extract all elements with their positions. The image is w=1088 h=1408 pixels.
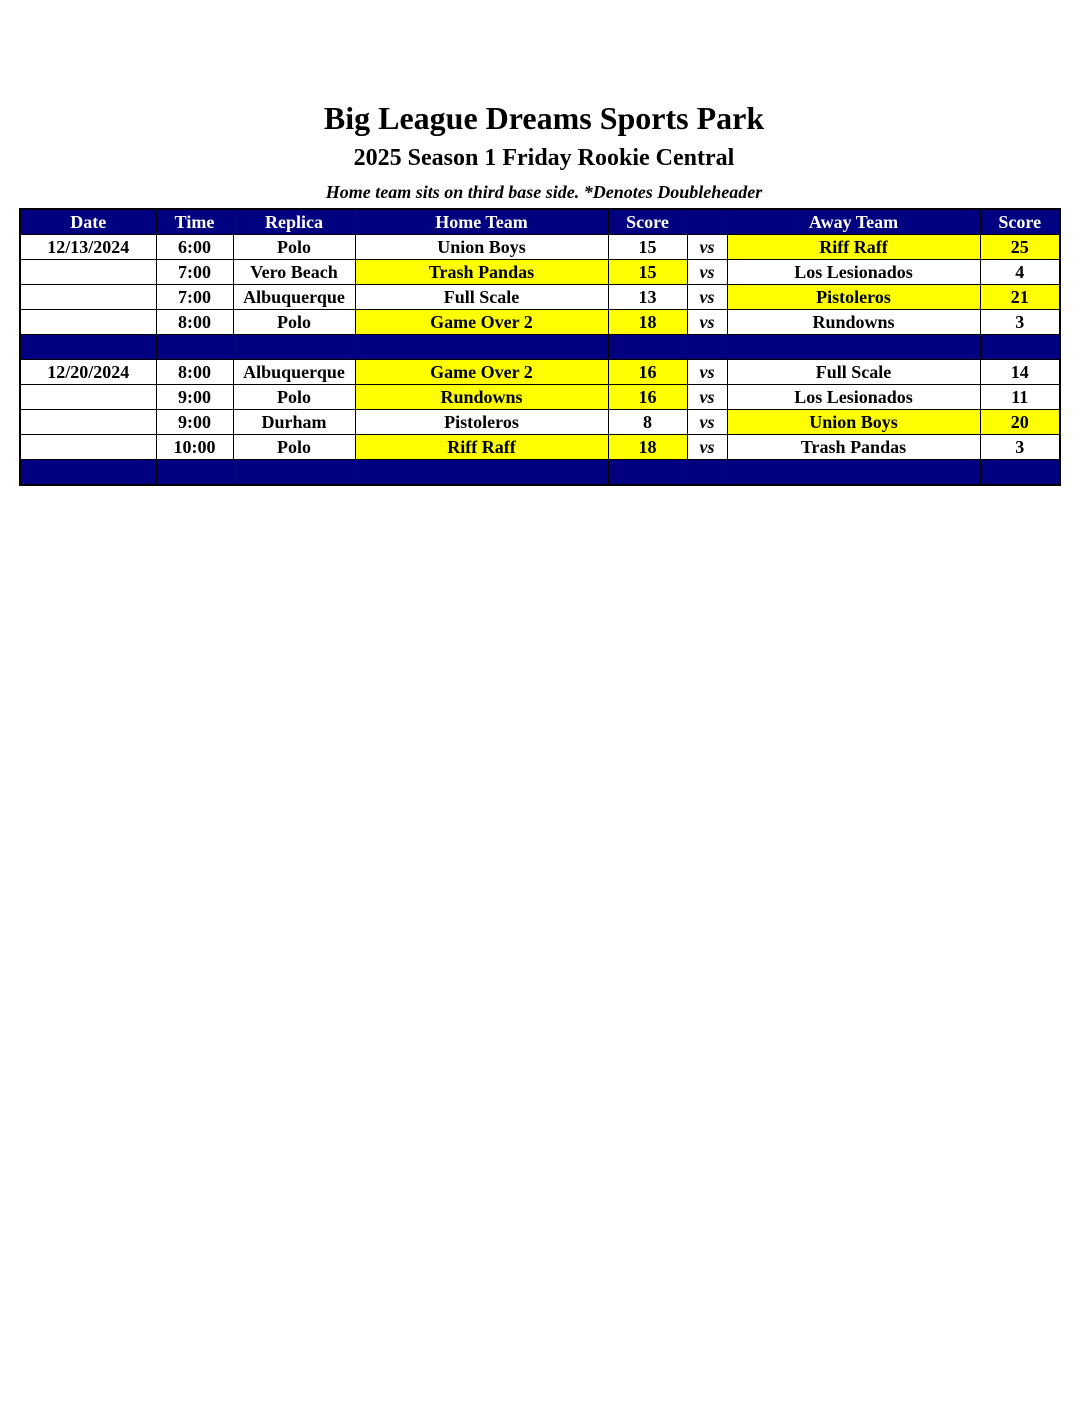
replica-cell: Polo bbox=[233, 435, 355, 460]
home-score-cell: 18 bbox=[608, 435, 687, 460]
away-team-cell: Union Boys bbox=[727, 410, 980, 435]
away-team-cell: Pistoleros bbox=[727, 285, 980, 310]
header-replica: Replica bbox=[233, 209, 355, 235]
vs-cell: vs bbox=[687, 360, 727, 385]
time-cell: 6:00 bbox=[156, 235, 233, 260]
home-team-cell: Game Over 2 bbox=[355, 310, 608, 335]
home-team-cell: Full Scale bbox=[355, 285, 608, 310]
date-cell bbox=[20, 310, 156, 335]
away-team-cell: Rundowns bbox=[727, 310, 980, 335]
vs-cell: vs bbox=[687, 385, 727, 410]
table-row bbox=[20, 260, 1060, 285]
home-score-cell: 13 bbox=[608, 285, 687, 310]
page-subtitle: 2025 Season 1 Friday Rookie Central bbox=[353, 145, 735, 171]
time-cell: 8:00 bbox=[156, 360, 233, 385]
away-score-cell: 4 bbox=[980, 260, 1060, 285]
separator-row bbox=[20, 335, 1060, 360]
away-team-cell: Los Lesionados bbox=[727, 385, 980, 410]
time-cell: 7:00 bbox=[156, 285, 233, 310]
vs-cell: vs bbox=[687, 235, 727, 260]
time-cell: 8:00 bbox=[156, 310, 233, 335]
date-cell bbox=[20, 260, 156, 285]
separator-cell bbox=[608, 335, 687, 360]
schedule-body bbox=[20, 235, 1060, 486]
header-vs bbox=[687, 209, 727, 235]
away-score-cell: 21 bbox=[980, 285, 1060, 310]
vs-cell: vs bbox=[687, 410, 727, 435]
time-cell: 9:00 bbox=[156, 385, 233, 410]
header-time: Time bbox=[156, 209, 233, 235]
table-row bbox=[20, 285, 1060, 310]
separator-cell bbox=[233, 460, 355, 486]
separator-cell bbox=[608, 460, 687, 486]
separator-cell bbox=[156, 460, 233, 486]
separator-cell bbox=[687, 460, 727, 486]
date-cell bbox=[20, 410, 156, 435]
header-away-team: Away Team bbox=[727, 209, 980, 235]
home-team-cell: Rundowns bbox=[355, 385, 608, 410]
header-home-team: Home Team bbox=[355, 209, 608, 235]
separator-cell bbox=[980, 335, 1060, 360]
home-team-cell: Pistoleros bbox=[355, 410, 608, 435]
home-team-cell: Riff Raff bbox=[355, 435, 608, 460]
away-team-cell: Full Scale bbox=[727, 360, 980, 385]
date-cell bbox=[20, 285, 156, 310]
date-cell: 12/13/2024 bbox=[20, 235, 156, 260]
home-score-cell: 15 bbox=[608, 235, 687, 260]
vs-cell: vs bbox=[687, 310, 727, 335]
home-score-cell: 15 bbox=[608, 260, 687, 285]
replica-cell: Albuquerque bbox=[233, 285, 355, 310]
away-score-cell: 3 bbox=[980, 435, 1060, 460]
replica-cell: Polo bbox=[233, 385, 355, 410]
away-team-cell: Los Lesionados bbox=[727, 260, 980, 285]
separator-cell bbox=[156, 335, 233, 360]
home-score-cell: 16 bbox=[608, 360, 687, 385]
away-team-cell: Riff Raff bbox=[727, 235, 980, 260]
replica-cell: Polo bbox=[233, 310, 355, 335]
schedule-table bbox=[19, 208, 1061, 486]
vs-cell: vs bbox=[687, 285, 727, 310]
table-row bbox=[20, 360, 1060, 385]
separator-cell bbox=[727, 460, 980, 486]
vs-cell: vs bbox=[687, 260, 727, 285]
separator-cell bbox=[20, 460, 156, 486]
away-score-cell: 25 bbox=[980, 235, 1060, 260]
date-cell: 12/20/2024 bbox=[20, 360, 156, 385]
separator-cell bbox=[355, 335, 608, 360]
table-row bbox=[20, 310, 1060, 335]
time-cell: 7:00 bbox=[156, 260, 233, 285]
home-score-cell: 18 bbox=[608, 310, 687, 335]
away-score-cell: 20 bbox=[980, 410, 1060, 435]
time-cell: 10:00 bbox=[156, 435, 233, 460]
table-row bbox=[20, 410, 1060, 435]
home-score-cell: 16 bbox=[608, 385, 687, 410]
schedule-note: Home team sits on third base side. *Denotes Doubleheader bbox=[325, 182, 763, 202]
replica-cell: Polo bbox=[233, 235, 355, 260]
separator-cell bbox=[687, 335, 727, 360]
page-title: Big League Dreams Sports Park bbox=[323, 100, 765, 136]
home-score-cell: 8 bbox=[608, 410, 687, 435]
separator-cell bbox=[727, 335, 980, 360]
home-team-cell: Game Over 2 bbox=[355, 360, 608, 385]
separator-cell bbox=[233, 335, 355, 360]
separator-cell bbox=[355, 460, 608, 486]
time-cell: 9:00 bbox=[156, 410, 233, 435]
away-score-cell: 11 bbox=[980, 385, 1060, 410]
header-date: Date bbox=[20, 209, 156, 235]
separator-cell bbox=[20, 335, 156, 360]
away-score-cell: 3 bbox=[980, 310, 1060, 335]
vs-cell: vs bbox=[687, 435, 727, 460]
date-cell bbox=[20, 385, 156, 410]
replica-cell: Albuquerque bbox=[233, 360, 355, 385]
replica-cell: Durham bbox=[233, 410, 355, 435]
home-team-cell: Union Boys bbox=[355, 235, 608, 260]
header-row bbox=[20, 209, 1060, 235]
separator-cell bbox=[980, 460, 1060, 486]
header-home-score: Score bbox=[608, 209, 687, 235]
table-row bbox=[20, 435, 1060, 460]
away-team-cell: Trash Pandas bbox=[727, 435, 980, 460]
away-score-cell: 14 bbox=[980, 360, 1060, 385]
home-team-cell: Trash Pandas bbox=[355, 260, 608, 285]
table-row bbox=[20, 385, 1060, 410]
date-cell bbox=[20, 435, 156, 460]
separator-row bbox=[20, 460, 1060, 486]
table-row bbox=[20, 235, 1060, 260]
replica-cell: Vero Beach bbox=[233, 260, 355, 285]
header-away-score: Score bbox=[980, 209, 1060, 235]
